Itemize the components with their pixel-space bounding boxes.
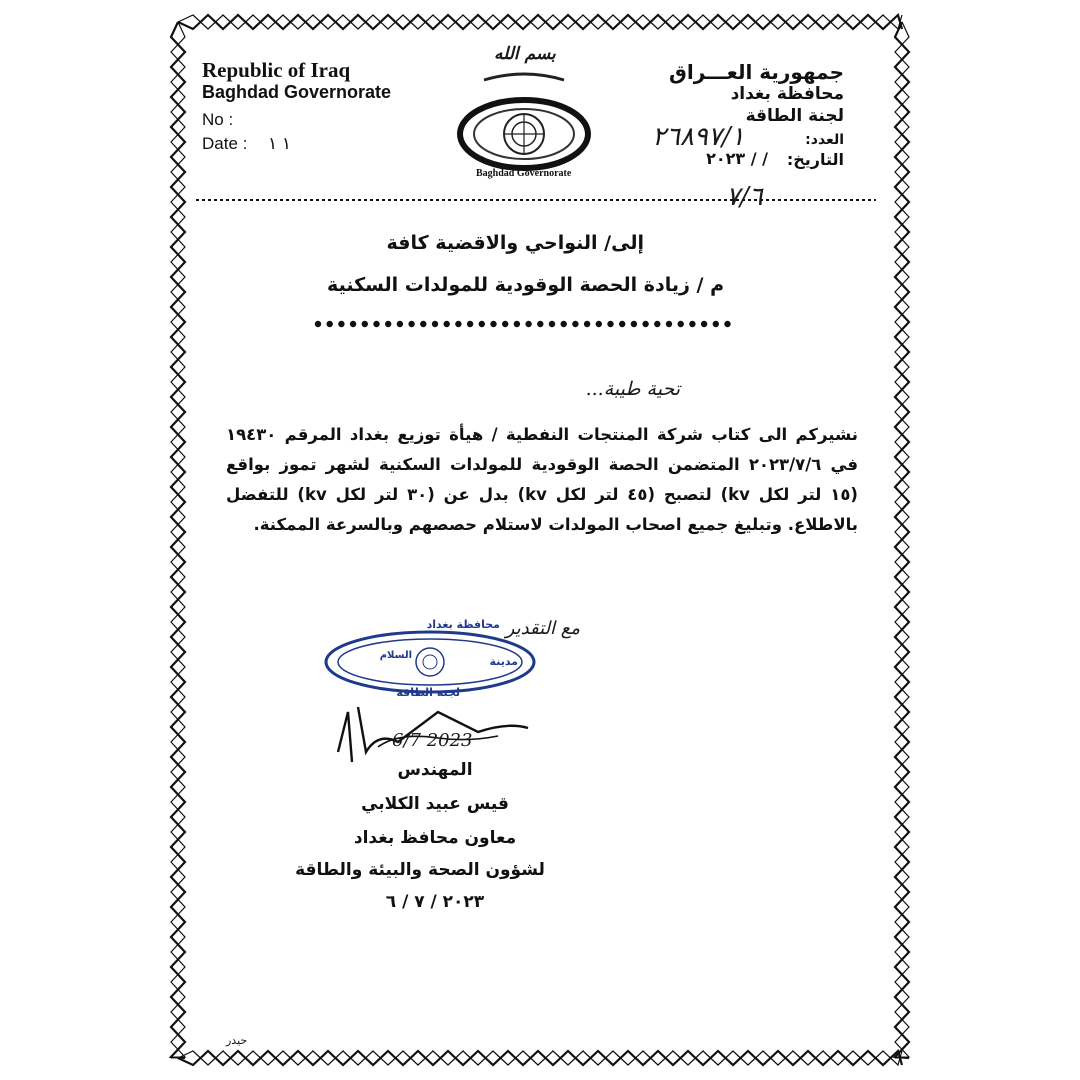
en-governorate-subtitle: Baghdad Governorate <box>202 82 392 102</box>
subject-dotted-divider <box>312 318 732 330</box>
greeting: تحية طيبة... <box>585 378 680 400</box>
signatory-department: لشؤون الصحة والبيئة والطاقة <box>295 860 545 880</box>
en-date-label: Date : <box>202 134 248 153</box>
governorate-logo <box>454 44 594 194</box>
logo-emblem-icon <box>454 64 594 184</box>
ar-number-label: العدد: <box>805 132 844 148</box>
en-republic-title: Republic of Iraq <box>202 58 351 82</box>
signature-date: ٢٠٢٣ / ٧ / ٦ <box>385 892 485 912</box>
handwritten-header-date: ٧/٦ <box>726 182 763 212</box>
signature-handwritten-date: 6/7 2023 <box>392 730 473 751</box>
en-date-value: ١ ١ <box>268 134 292 153</box>
logo-caption: Baghdad Governorate <box>476 168 572 179</box>
en-number-label: No : <box>202 110 234 129</box>
ar-committee: لجنة الطاقة <box>745 106 844 126</box>
footer-note: حيدر <box>226 1034 248 1047</box>
ar-date-label: التاريخ: <box>786 150 844 169</box>
official-stamp <box>320 618 540 702</box>
signatory-position: معاون محافظ بغداد <box>353 828 517 848</box>
stamp-bottom-text: لجنة الطاقة <box>396 686 460 699</box>
ar-governorate: محافظة بغداد <box>730 84 844 104</box>
stamp-left-text: مدينة <box>489 655 518 668</box>
stamp-center-text: السلام <box>379 650 412 661</box>
body-paragraph: نشيركم الى كتاب شركة المنتجات النفطية / هيأة توزيع بغداد المرقم ١٩٤٣٠ في ٢٠٢٣/٧/٦ المتضمن الحصة الوقودية للمولدات السكنية لشهر تموز بواقع (١٥ لتر لكل kv) لتصبح (٤٥ لتر لكل kv) بدل عن (٣٠ لتر لكل kv) للتفضل بالاطلاع. وتبليغ جميع اصحاب المولدات لاستلام حصصهم وبالسرعة الممكنة. <box>226 425 858 534</box>
closing-regards: مع التقدير <box>505 618 580 639</box>
signatory-name: قيس عبيد الكلابي <box>361 794 509 814</box>
signatory-title: المهندس <box>397 760 473 780</box>
ar-date-value: / / ٢٠٢٣ <box>706 149 768 168</box>
logo-bismillah: بسم الله <box>494 44 556 64</box>
header-divider <box>196 194 876 206</box>
handwritten-reference-number: ٢٦٨٩٧/١ <box>652 122 745 152</box>
subject-line: م / زيادة الحصة الوقودية للمولدات السكنية <box>327 274 724 296</box>
ar-republic-title: جمهورية العـــراق <box>668 60 844 84</box>
recipients-line: إلى/ النواحي والاقضية كافة <box>386 232 644 254</box>
stamp-top-text: محافظة بغداد <box>426 618 500 631</box>
